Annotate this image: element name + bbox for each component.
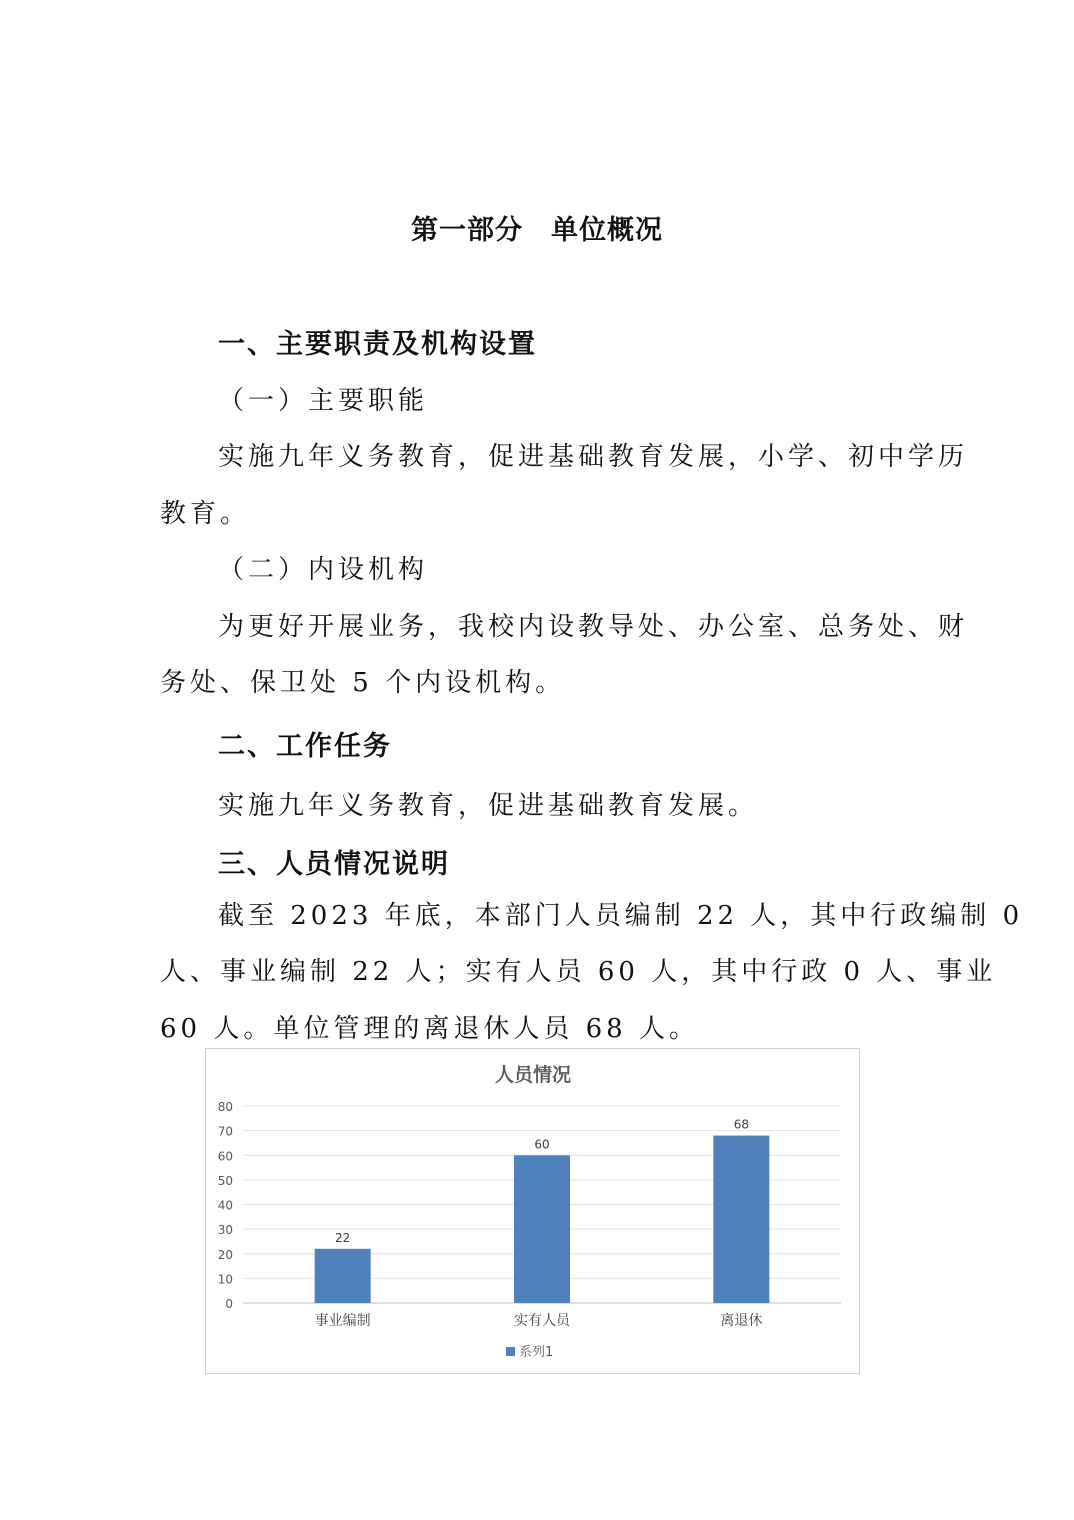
legend-label: 系列1 <box>519 1345 554 1360</box>
x-tick-label: 事业编制 <box>314 1313 371 1329</box>
x-tick-label: 实有人员 <box>514 1313 570 1329</box>
bar <box>713 1136 769 1303</box>
staff-bar-chart <box>205 1048 860 1374</box>
section-heading-tasks: 二、工作任务 <box>218 731 392 762</box>
paragraph-functions-line1: 实施九年义务教育，促进基础教育发展，小学、初中学历 <box>218 442 969 472</box>
x-tick-label: 离退休 <box>720 1313 763 1329</box>
chart-title: 人员情况 <box>494 1064 572 1086</box>
y-tick-label: 60 <box>217 1149 233 1164</box>
y-tick-label: 40 <box>217 1198 233 1213</box>
paragraph-staff-line2: 人、事业编制 22 人；实有人员 60 人，其中行政 0 人、事业 <box>160 957 997 987</box>
legend-swatch <box>506 1347 515 1356</box>
y-tick-label: 20 <box>217 1247 233 1262</box>
section-heading-duties: 一、主要职责及机构设置 <box>218 329 537 360</box>
paragraph-units-line1: 为更好开展业务，我校内设教导处、办公室、总务处、财 <box>218 612 969 642</box>
y-tick-label: 0 <box>225 1297 233 1311</box>
subheading-internal-units: （二）内设机构 <box>218 555 429 585</box>
paragraph-tasks: 实施九年义务教育，促进基础教育发展。 <box>218 791 759 821</box>
paragraph-functions-line2: 教育。 <box>160 499 251 529</box>
paragraph-units-line2: 务处、保卫处 5 个内设机构。 <box>160 668 566 698</box>
y-tick-label: 50 <box>217 1173 233 1188</box>
y-tick-label: 70 <box>217 1124 233 1139</box>
y-tick-label: 10 <box>217 1272 233 1287</box>
data-label: 22 <box>335 1230 351 1245</box>
subheading-main-functions: （一）主要职能 <box>218 386 429 416</box>
y-tick-label: 80 <box>217 1100 233 1114</box>
paragraph-staff-line3: 60 人。单位管理的离退休人员 68 人。 <box>160 1014 699 1044</box>
paragraph-staff-line1: 截至 2023 年底，本部门人员编制 22 人，其中行政编制 0 <box>218 901 1024 931</box>
section-heading-staff: 三、人员情况说明 <box>218 849 450 880</box>
bar <box>315 1249 371 1303</box>
page-title: 第一部分 单位概况 <box>411 215 663 246</box>
y-tick-label: 30 <box>217 1223 233 1238</box>
data-label: 68 <box>733 1117 749 1132</box>
data-label: 60 <box>534 1137 550 1152</box>
bar <box>514 1155 570 1303</box>
